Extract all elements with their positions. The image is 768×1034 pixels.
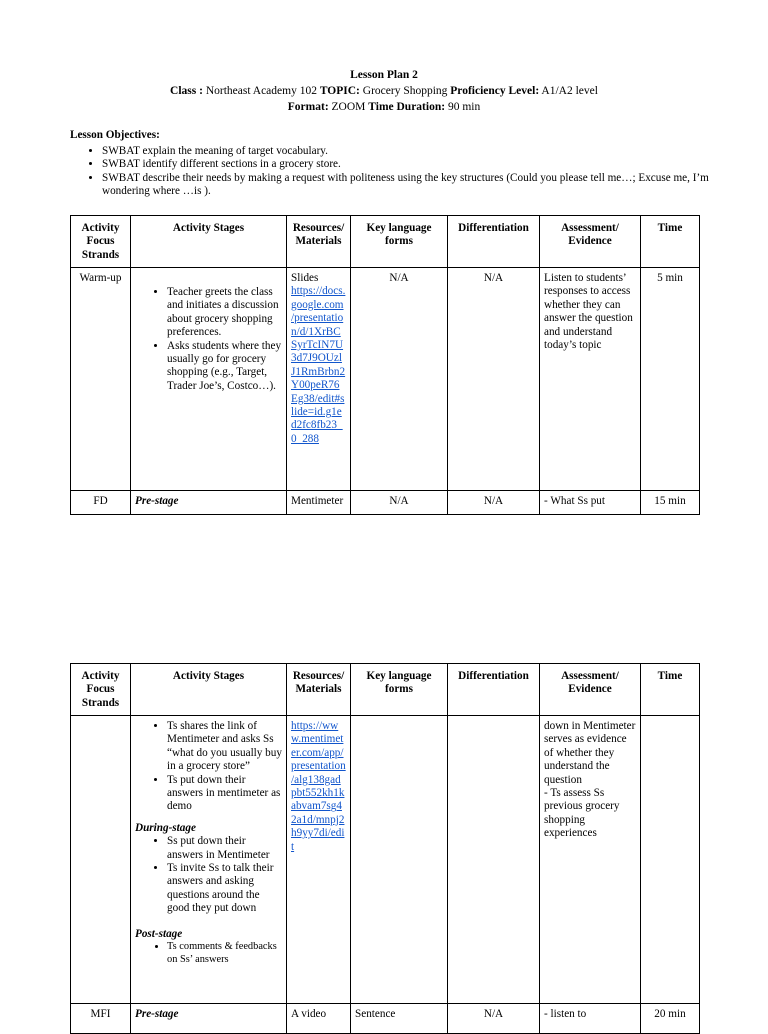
slides-link[interactable]: https://docs.google.com/presentation/d/1XrBCSyrTcIN7U3d7J9OUzlJ1RmBrbn2Y00peR76Eg38/edit#slide=id.g1ed2fc8fb23_0_288 xyxy=(291,285,346,445)
topic-value: Grocery Shopping xyxy=(362,85,448,97)
stage-label: Pre-stage xyxy=(131,1004,287,1034)
strand-cell: MFI xyxy=(71,1004,131,1034)
format-value: ZOOM xyxy=(331,101,366,113)
assessment-cell: down in Mentimeter serves as evidence of whether they understand the question - Ts assess Ss previous grocery shopping experiences xyxy=(540,716,641,1004)
objective-item: • SWBAT describe their needs by making a request with politeness using the key structures (Could you please tell me…; Excuse me, I’m wondering where …is ). xyxy=(102,172,710,199)
stage-label: Pre-stage xyxy=(131,491,287,515)
stage-item: • Ts comments & feedbacks on Ss’ answers xyxy=(167,941,282,966)
duration-value: 90 min xyxy=(447,101,481,113)
proficiency-label: Proficiency Level: xyxy=(450,85,540,97)
differentiation-cell: N/A xyxy=(448,268,540,491)
format-label: Format: xyxy=(287,101,329,113)
stages-cell xyxy=(131,716,287,1004)
resources-cell: Mentimeter xyxy=(287,491,351,515)
time-cell: 5 min xyxy=(641,268,700,491)
table-header-row xyxy=(71,664,700,716)
stage-item: • Ss put down their answers in Mentimeter xyxy=(167,835,282,862)
differentiation-cell: N/A xyxy=(448,1004,540,1034)
stage-item: • Teacher greets the class and initiates a discussion about grocery shopping preferences. xyxy=(167,286,282,340)
stage-item: • Asks students where they usually go for grocery shopping (e.g., Target, Trader Joe’s, Costco…). xyxy=(167,340,282,394)
stage-item: • Ts shares the link of Mentimeter and asks Ss “what do you usually buy in a grocery store” xyxy=(167,720,282,774)
objective-item: • SWBAT identify different sections in a grocery store. xyxy=(102,158,710,172)
mentimeter-link[interactable]: https://www.mentimeter.com/app/presentation/alg138gadpbt552kh1kabvam7sg42a1d/mnpj2h9yy7di/edit xyxy=(291,720,346,853)
differentiation-cell xyxy=(448,716,540,1004)
lesson-table-1 xyxy=(70,215,700,515)
stage-label: Post-stage xyxy=(135,927,183,940)
col-header-stages: Activity Stages xyxy=(131,664,287,716)
time-cell: 15 min xyxy=(641,491,700,515)
table-header-row xyxy=(71,216,700,268)
class-label: Class : xyxy=(170,85,203,97)
col-header-differentiation: Differentiation xyxy=(448,216,540,268)
lesson-title: Lesson Plan 2 xyxy=(350,69,418,81)
proficiency-value: A1/A2 level xyxy=(541,85,598,97)
class-topic-line xyxy=(0,83,768,99)
table-row-mfi xyxy=(71,1004,700,1034)
duration-label: Time Duration: xyxy=(368,101,446,113)
key-language-cell xyxy=(351,716,448,1004)
lesson-table-2 xyxy=(70,663,700,1034)
resource-text: Slides xyxy=(291,272,319,284)
topic-label: TOPIC: xyxy=(319,85,360,97)
col-header-differentiation: Differentiation xyxy=(448,664,540,716)
objectives-heading: Lesson Objectives: xyxy=(70,129,160,141)
key-language-cell: N/A xyxy=(351,268,448,491)
differentiation-cell: N/A xyxy=(448,491,540,515)
stage-item: • Ts invite Ss to talk their answers and asking questions around the good they put down xyxy=(167,862,282,916)
col-header-resources: Resources/ Materials xyxy=(287,664,351,716)
lesson-objectives xyxy=(70,129,710,199)
resources-cell xyxy=(287,716,351,1004)
col-header-key-language: Key language forms xyxy=(351,664,448,716)
col-header-assessment: Assessment/ Evidence xyxy=(540,216,641,268)
objectives-list xyxy=(70,145,710,199)
strand-cell: Warm-up xyxy=(71,268,131,491)
stage-label: During-stage xyxy=(135,821,196,834)
assessment-cell: - listen to xyxy=(540,1004,641,1034)
assessment-cell: - What Ss put xyxy=(540,491,641,515)
col-header-resources: Resources/ Materials xyxy=(287,216,351,268)
col-header-assessment: Assessment/ Evidence xyxy=(540,664,641,716)
time-cell: 20 min xyxy=(641,1004,700,1034)
resources-cell xyxy=(287,268,351,491)
assessment-cell: Listen to students’ responses to access whether they can answer the question and understand today’s topic xyxy=(540,268,641,491)
stage-item: • Ts put down their answers in mentimeter as demo xyxy=(167,774,282,814)
col-header-time: Time xyxy=(641,664,700,716)
objective-item: • SWBAT explain the meaning of target vocabulary. xyxy=(102,145,710,159)
class-value: Northeast Academy 102 xyxy=(205,85,317,97)
col-header-strands: Activity Focus Strands xyxy=(71,664,131,716)
table-row-warmup xyxy=(71,268,700,491)
col-header-stages: Activity Stages xyxy=(131,216,287,268)
table-row-fd-continued xyxy=(71,716,700,1004)
strand-cell: FD xyxy=(71,491,131,515)
strand-cell xyxy=(71,716,131,1004)
stages-cell xyxy=(131,268,287,491)
time-cell xyxy=(641,716,700,1004)
resources-cell: A video xyxy=(287,1004,351,1034)
key-language-cell: N/A xyxy=(351,491,448,515)
col-header-strands: Activity Focus Strands xyxy=(71,216,131,268)
format-line xyxy=(0,99,768,115)
col-header-key-language: Key language forms xyxy=(351,216,448,268)
col-header-time: Time xyxy=(641,216,700,268)
key-language-cell: Sentence xyxy=(351,1004,448,1034)
table-row-fd xyxy=(71,491,700,515)
